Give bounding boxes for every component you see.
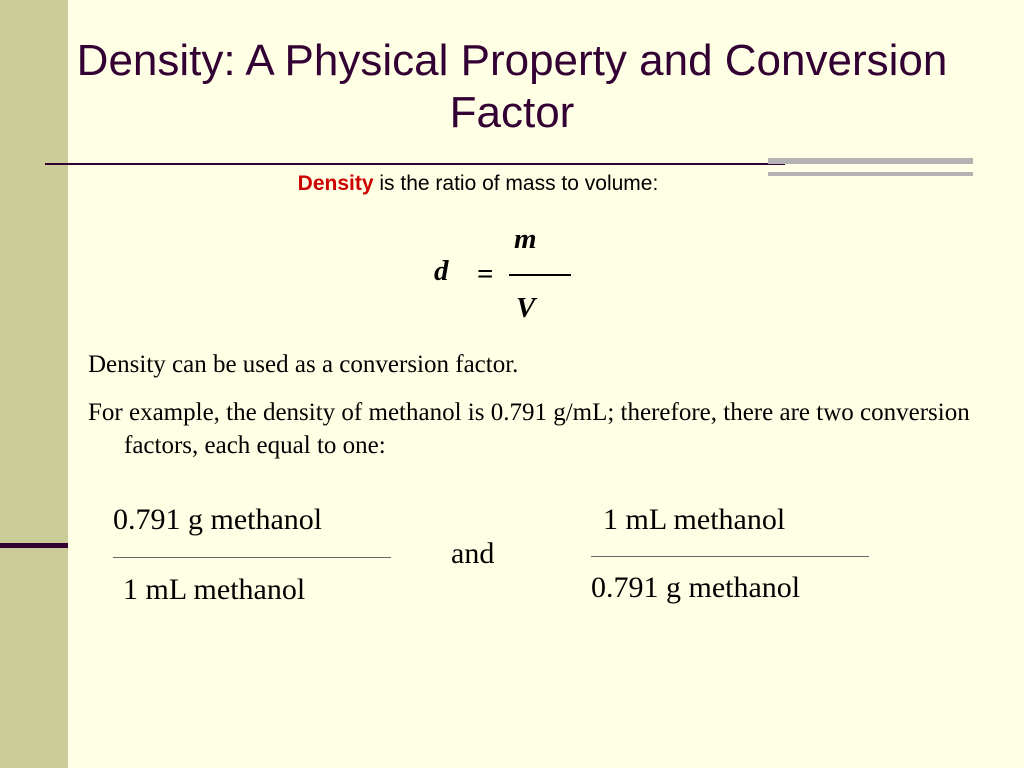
- definition-term: Density: [297, 172, 374, 195]
- paragraph-conversion: Density can be used as a conversion factor.: [88, 351, 519, 378]
- factor1-denominator: 1 mL methanol: [123, 573, 306, 606]
- formula-denominator: V: [516, 292, 536, 324]
- connector-and: and: [451, 537, 495, 570]
- factor1-numerator: 0.791 g methanol: [113, 503, 323, 536]
- formula-equals: =: [477, 258, 494, 290]
- factor2-denominator: 0.791 g methanol: [591, 571, 801, 604]
- factor2-numerator: 1 mL methanol: [603, 503, 786, 536]
- formula-lhs: d: [434, 255, 449, 287]
- factor1-fraction-line: [113, 557, 391, 558]
- factor2-fraction-line: [591, 556, 869, 557]
- formula-numerator: m: [514, 223, 537, 255]
- decorative-gray-bar-top: [768, 158, 973, 164]
- title-rule: [45, 163, 785, 165]
- left-accent-bar: [0, 543, 68, 548]
- slide-title: Density: A Physical Property and Conversion Factor: [76, 36, 948, 137]
- paragraph-example: For example, the density of methanol is 0.791 g/mL; therefore, there are two conversion factors, each equal to one:: [88, 399, 970, 459]
- formula-fraction-bar: [509, 274, 571, 276]
- definition-text: [0, 172, 956, 196]
- left-decorative-band: [0, 0, 68, 768]
- definition-rest: is the ratio of mass to volume:: [373, 172, 659, 195]
